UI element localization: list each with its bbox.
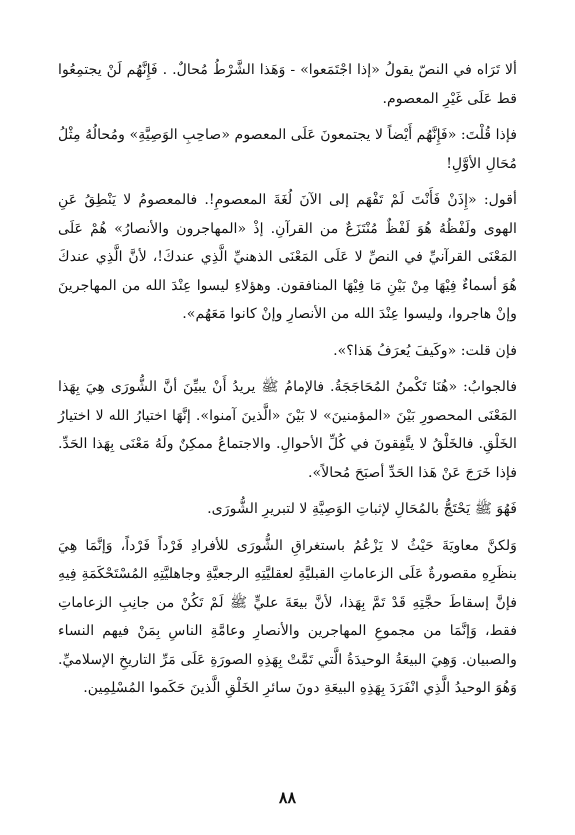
paragraph-4: فإن قلت: «وكَيفَ يُعرَفُ هَذا؟». — [333, 342, 517, 359]
paragraph-2: فإذا قُلْتَ: «فَإِنَّهُم أَيْضاً لا يجتمعونَ عَلَى المعصوم «صاحِبِ الوَصِيَّةِ» ومُحالُهُ مِثْلُ مُحَالِ الأوَّلِ! — [58, 127, 517, 172]
page-number: ٨٨ — [278, 788, 297, 807]
paragraph-5: فالجوابُ: «هُنَا تَكْمنُ المُحَاجَجَةُ. فالإمامُ ﷺ يريدُ أَنْ يبيِّنَ أنَّ الشُّورَى هِيَ بِهَذا المَعْنَى المحصورِ بَيْنَ «المؤمنينَ» لا بَيْنَ «الَّذينَ آمنوا». إنَّهَا اختيارُ الله لا اختيارُ الخَلْقِ. فالخَلْقُ لا يتَّفِقونَ في كُلِّ الأحوالِ. والاجتماعُ ممكِنٌ ولَهُ مَعْنَى بِهَذا الحَدِّ. فإذا خَرَجَ عَنْ هَذا الحَدِّ أصبَحَ مُحالاً». — [58, 379, 517, 481]
paragraph-7: وَلكنَّ معاويَةَ حَيْثُ لا يَزْعُمُ باستغراقِ الشُّورَى للأفرادِ فَرْداً فَرْداً، وَإنَّمَا هِيَ بنظَرِهِ مقصورةٌ عَلَى الزعاماتِ القبليَّةِ لعقليَّتِهِ الرجعيَّةِ وجاهليَّتِهِ المُسْتَحْكَمَةِ فِيهِ فإنَّ إسقاطَ حجَّتِهِ قَدْ تَمَّ بِهَذا، لأنَّ بيعَةَ عليٍّ ﷺ لَمْ تَكُنْ من جانِبِ الزعاماتِ فقط، وَإنَّمَا من مجموعِ المهاجرين والأنصارِ وعامَّةِ الناسِ بِمَنْ فيهم النساء والصبيان. وَهِيَ البيعَةُ الوحيدَةُ الَّتي تَمَّتْ بِهَذِهِ الصورَةِ عَلَى مَرِّ التاريخِ الإسلاميِّ. وَهُوَ الوحيدُ الَّذِي انْفَرَدَ بِهَذِهِ البيعَةِ دونَ سائرِ الخَلْقِ الَّذينَ حَكَموا المُسْلِمِين. — [58, 537, 517, 696]
paragraph-6: فَهُوَ ﷺ يَحْتَجُّ بالمُحَالِ لإثباتِ الوَصِيَّةِ لا لتبريرِ الشُّورَى. — [207, 501, 517, 517]
paragraph-3: أقول: «إِذَنْ فَأَنْتَ لَمْ تَفْهَم إلى الآنَ لُغَةَ المعصومِ!. فالمعصومُ لا يَنْطِقُ عَنِ الهوى ولَفْظُهُ هُوَ لَفْظٌ مُنْتَزَعٌ من القرآنِ. إذْ «المهاجرون والأنصارُ» هُمْ عَلَى المَعْنَى القرآنيِّ في النصِّ لا عَلَى المَعْنَى الذهنيِّ الَّذِي عندكَ!، لأنَّ الَّذِي عندكَ هُوَ أسماءٌ فِيْهَا مِنْ بَيْنِ مَا فِيْهَا المنافقون. وهؤلاءِ ليسوا عِنْدَ الله من المهاجرينَ وإنْ هاجروا، وليسوا عِنْدَ الله من الأنصارِ وإنْ كانوا مَعَهُم». — [58, 192, 517, 322]
paragraph-1: ألا تَرَاه في النصّ يقولُ «إذا اجْتَمَعوا» - وَهَذا الشَّرْطُ مُحالٌ. . فَإِنَّهُم لَنْ يجتمِعُوا قط عَلَى غَيْرِ المعصوم. — [58, 62, 517, 107]
